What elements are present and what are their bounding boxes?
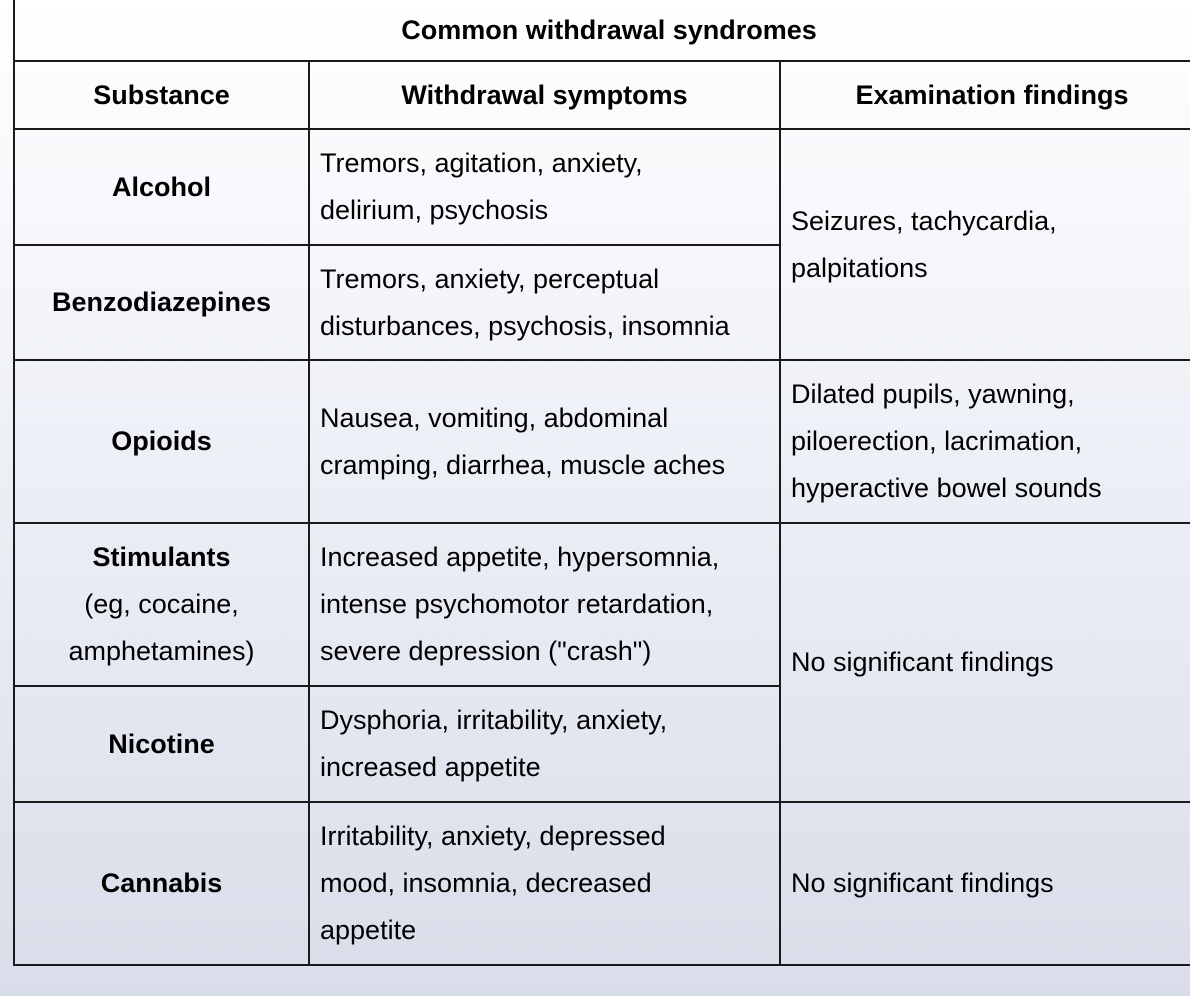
symptoms-opioids xyxy=(309,360,780,523)
substance-stimulants-label: Stimulants xyxy=(92,542,231,572)
substance-cannabis: Cannabis xyxy=(14,802,309,965)
symptoms-cannabis xyxy=(309,802,780,965)
symptoms-line: disturbances, psychosis, insomnia xyxy=(320,310,730,341)
findings-cannabis xyxy=(780,802,1190,965)
table-title: Common withdrawal syndromes xyxy=(14,0,1190,61)
symptoms-alcohol xyxy=(309,129,780,245)
symptoms-stimulants xyxy=(309,523,780,686)
substance-note-line: amphetamines) xyxy=(68,636,255,666)
symptoms-line: appetite xyxy=(320,915,417,945)
symptoms-line: intense psychomotor retardation, xyxy=(320,589,714,619)
findings-stimulants-nicotine xyxy=(780,523,1190,802)
symptoms-nicotine xyxy=(309,686,780,802)
symptoms-benzodiazepines xyxy=(309,245,780,360)
findings-line: No significant findings xyxy=(791,868,1054,898)
symptoms-line: Dysphoria, irritability, anxiety, xyxy=(320,705,668,735)
substance-stimulants xyxy=(14,523,309,686)
substance-nicotine: Nicotine xyxy=(14,686,309,802)
table-row xyxy=(14,129,1190,245)
header-row xyxy=(14,61,1190,129)
findings-line: palpitations xyxy=(791,252,928,283)
findings-line: No significant findings xyxy=(791,647,1054,677)
symptoms-line: Nausea, vomiting, abdominal xyxy=(320,402,669,433)
findings-alcohol-benzodiazepines xyxy=(780,129,1190,360)
header-examination-findings: Examination findings xyxy=(780,61,1190,129)
substance-note-line: (eg, cocaine, xyxy=(84,589,239,619)
symptoms-line: severe depression ("crash") xyxy=(320,636,652,666)
table-row xyxy=(14,523,1190,686)
findings-line: piloerection, lacrimation, xyxy=(791,426,1083,456)
findings-line: hyperactive bowel sounds xyxy=(791,473,1102,503)
symptoms-line: cramping, diarrhea, muscle aches xyxy=(320,449,726,480)
symptoms-line: mood, insomnia, decreased xyxy=(320,868,652,898)
symptoms-line: delirium, psychosis xyxy=(320,195,549,225)
table-row xyxy=(14,360,1190,523)
symptoms-line: increased appetite xyxy=(320,752,541,782)
header-substance: Substance xyxy=(14,61,309,129)
symptoms-line: Tremors, anxiety, perceptual xyxy=(320,263,660,294)
findings-opioids xyxy=(780,360,1190,523)
header-withdrawal-symptoms: Withdrawal symptoms xyxy=(309,61,780,129)
symptoms-line: Tremors, agitation, anxiety, xyxy=(320,148,643,178)
findings-line: Seizures, tachycardia, xyxy=(791,205,1057,236)
table-row xyxy=(14,802,1190,965)
substance-benzodiazepines: Benzodiazepines xyxy=(14,245,309,360)
withdrawal-syndromes-table xyxy=(13,0,1190,966)
substance-opioids: Opioids xyxy=(14,360,309,523)
substance-alcohol: Alcohol xyxy=(14,129,309,245)
title-row xyxy=(14,0,1190,61)
symptoms-line: Irritability, anxiety, depressed xyxy=(320,821,666,851)
symptoms-line: Increased appetite, hypersomnia, xyxy=(320,542,720,572)
findings-line: Dilated pupils, yawning, xyxy=(791,379,1075,409)
